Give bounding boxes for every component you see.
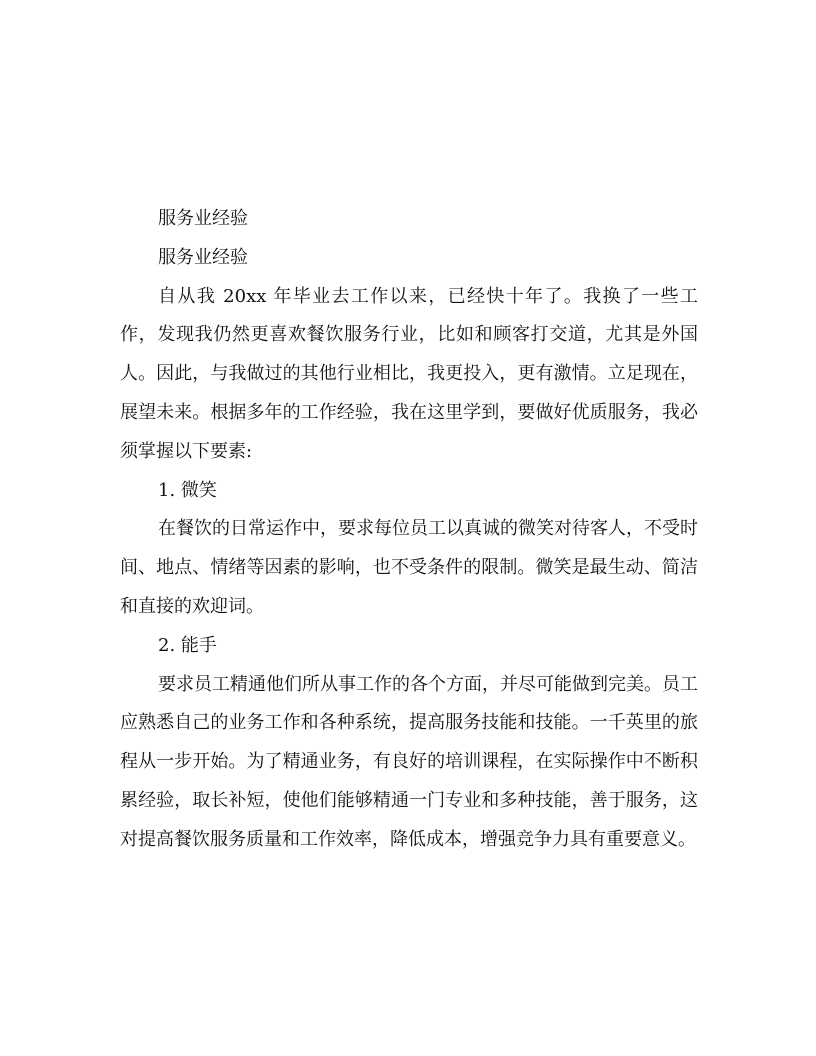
section-title-smile: 1. 微笑: [158, 479, 217, 501]
section-title-expert: 2. 能手: [158, 634, 217, 656]
document-subheading: 服务业经验: [158, 246, 248, 268]
intro-paragraph: 自从我 20xx 年毕业去工作以来，已经快十年了。我换了一些工作，发现我仍然更喜欢餐饮服务行业，比如和顾客打交道，尤其是外国人。因此，与我做过的其他行业相比，我更投入，更有激情。立足现在，展望未来。根据多年的工作经验，我在这里学到，要做好优质服务，我必须掌握以下要素:: [120, 285, 698, 462]
document-heading: 服务业经验: [158, 208, 248, 229]
section-body-expert: 要求员工精通他们所从事工作的各个方面，并尽可能做到完美。员工应熟悉自己的业务工作和各种系统，提高服务技能和技能。一千英里的旅程从一步开始。为了精通业务，有良好的培训课程，在实际操作中不断积累经验，取长补短，使他们能够精通一门专业和多种技能，善于服务，这对提高餐饮服务质量和工作效率，降低成本，增强竞争力具有重要意义。: [120, 673, 698, 850]
document-body: [120, 200, 698, 860]
section-body-smile: 在餐饮的日常运作中，要求每位员工以真诚的微笑对待客人，不受时间、地点、情绪等因素的影响，也不受条件的限制。微笑是最生动、简洁和直接的欢迎词。: [120, 518, 698, 617]
